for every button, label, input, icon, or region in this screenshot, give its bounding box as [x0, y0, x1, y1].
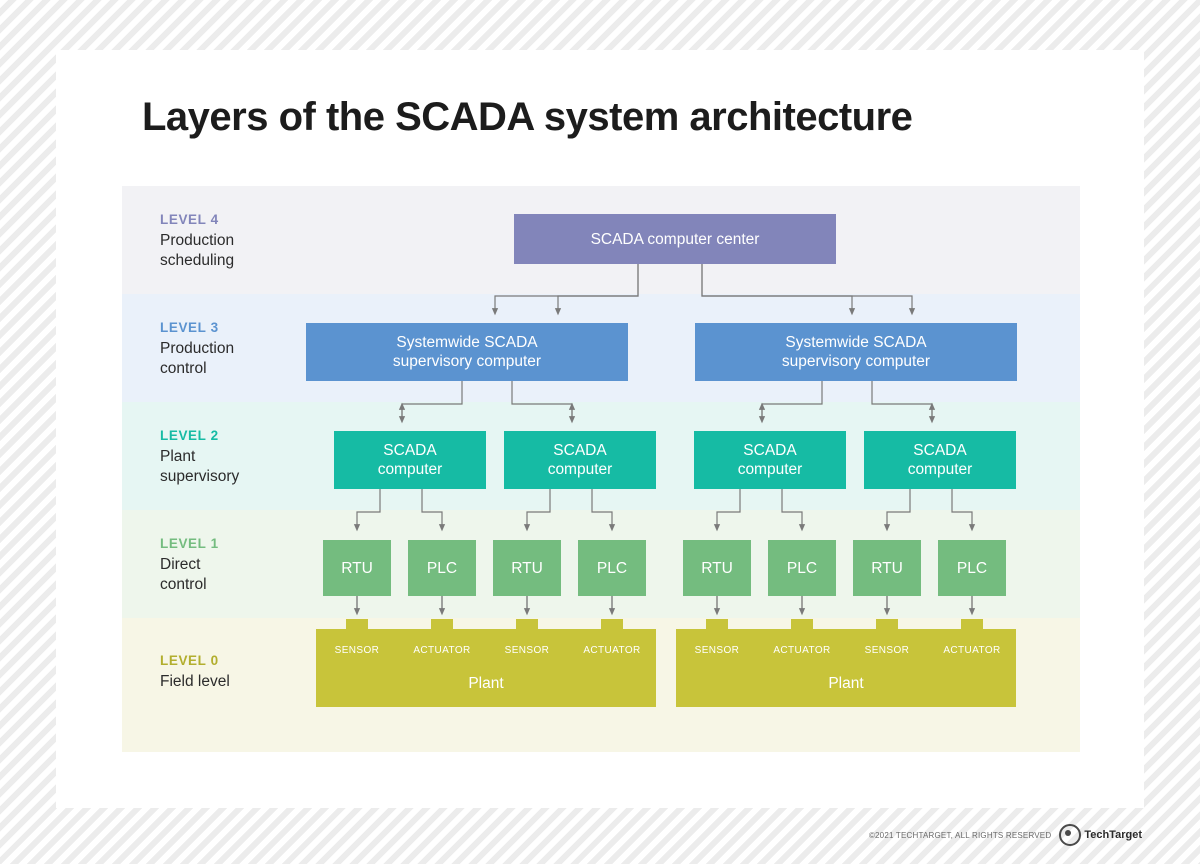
device-label: SENSOR — [694, 645, 740, 656]
band-level-text: LEVEL 3 — [160, 320, 219, 335]
node-rtu-3[interactable] — [683, 540, 751, 596]
node-scada-computer-3[interactable] — [694, 431, 846, 489]
device-actuator-1[interactable] — [406, 629, 478, 663]
band-name-line2: control — [160, 576, 207, 593]
band-label-level-4 — [160, 212, 234, 271]
node-label: SCADA computer center — [590, 230, 760, 248]
band-name-line2: supervisory — [160, 468, 240, 485]
node-label-line1: SCADA — [383, 442, 437, 459]
node-label: PLC — [786, 559, 818, 577]
device-sensor-1[interactable] — [321, 629, 393, 663]
band-label-level-0 — [160, 653, 230, 692]
plant-label: Plant — [828, 675, 864, 692]
node-plc-4[interactable] — [938, 540, 1006, 596]
node-label-line1: Systemwide SCADA — [396, 334, 538, 351]
node-label-line2: supervisory computer — [781, 353, 931, 370]
band-name-text — [160, 672, 230, 692]
plant-label: Plant — [468, 675, 504, 692]
band-label-level-2 — [160, 428, 239, 487]
band-name-line1: Production — [160, 340, 235, 357]
node-label: RTU — [511, 559, 543, 577]
copyright-text: ©2021 TECHTARGET, ALL RIGHTS RESERVED — [868, 830, 1052, 840]
band-name-line1: Direct — [160, 556, 201, 573]
device-cap-icon — [961, 619, 983, 629]
node-rtu-2[interactable] — [493, 540, 561, 596]
footer — [869, 824, 1142, 846]
device-sensor-3[interactable] — [681, 629, 753, 663]
node-label-line2: supervisory computer — [392, 353, 542, 370]
device-actuator-4[interactable] — [936, 629, 1008, 663]
node-label-line2: computer — [377, 461, 443, 478]
device-cap-icon — [431, 619, 453, 629]
device-sensor-4[interactable] — [851, 629, 923, 663]
device-label: SENSOR — [504, 645, 550, 656]
node-label-line2: computer — [907, 461, 973, 478]
node-label: RTU — [341, 559, 373, 577]
device-sensor-2[interactable] — [491, 629, 563, 663]
band-level-text: LEVEL 1 — [160, 536, 219, 551]
node-scada-computer-4[interactable] — [864, 431, 1016, 489]
device-label: SENSOR — [334, 645, 380, 656]
node-label-line1: Systemwide SCADA — [785, 334, 927, 351]
band-level-text: LEVEL 0 — [160, 653, 219, 668]
band-name-text — [160, 447, 239, 487]
device-actuator-3[interactable] — [766, 629, 838, 663]
techtarget-mark-icon — [1059, 824, 1081, 846]
band-level-text: LEVEL 2 — [160, 428, 219, 443]
band-label-level-1 — [160, 536, 219, 595]
scada-architecture-diagram — [122, 186, 1080, 752]
device-cap-icon — [706, 619, 728, 629]
band-name-line1: Field level — [160, 673, 230, 690]
device-label: ACTUATOR — [773, 645, 831, 656]
node-scada-computer-2[interactable] — [504, 431, 656, 489]
node-label: RTU — [701, 559, 733, 577]
node-rtu-1[interactable] — [323, 540, 391, 596]
band-name-line2: control — [160, 360, 207, 377]
band-name-line1: Plant — [160, 448, 196, 465]
techtarget-logo — [1059, 824, 1142, 846]
band-name-text — [160, 231, 234, 271]
node-plc-2[interactable] — [578, 540, 646, 596]
band-name-text — [160, 555, 219, 595]
device-label: ACTUATOR — [943, 645, 1001, 656]
node-label: PLC — [596, 559, 628, 577]
node-systemwide-scada-2[interactable] — [695, 323, 1017, 381]
band-name-line2: scheduling — [160, 252, 235, 269]
node-label: RTU — [871, 559, 903, 577]
band-name-line1: Production — [160, 232, 235, 249]
node-plc-3[interactable] — [768, 540, 836, 596]
node-label-line2: computer — [737, 461, 803, 478]
device-label: ACTUATOR — [583, 645, 641, 656]
node-label-line1: SCADA — [553, 442, 607, 459]
device-label: SENSOR — [864, 645, 910, 656]
band-name-text — [160, 339, 234, 379]
node-label-line1: SCADA — [743, 442, 797, 459]
node-scada-computer-center[interactable] — [514, 214, 836, 264]
band-label-level-3 — [160, 320, 234, 379]
techtarget-wordmark: TechTarget — [1084, 829, 1142, 841]
page-title: Layers of the SCADA system architecture — [142, 95, 913, 139]
node-label: PLC — [956, 559, 988, 577]
poster-card — [56, 50, 1144, 808]
device-label: ACTUATOR — [413, 645, 471, 656]
device-cap-icon — [346, 619, 368, 629]
node-rtu-4[interactable] — [853, 540, 921, 596]
node-systemwide-scada-1[interactable] — [306, 323, 628, 381]
device-actuator-2[interactable] — [576, 629, 648, 663]
node-scada-computer-1[interactable] — [334, 431, 486, 489]
device-cap-icon — [601, 619, 623, 629]
node-label-line2: computer — [547, 461, 613, 478]
device-cap-icon — [516, 619, 538, 629]
node-label-line1: SCADA — [913, 442, 967, 459]
node-plc-1[interactable] — [408, 540, 476, 596]
node-label: PLC — [426, 559, 458, 577]
device-cap-icon — [791, 619, 813, 629]
device-cap-icon — [876, 619, 898, 629]
band-level-text: LEVEL 4 — [160, 212, 219, 227]
